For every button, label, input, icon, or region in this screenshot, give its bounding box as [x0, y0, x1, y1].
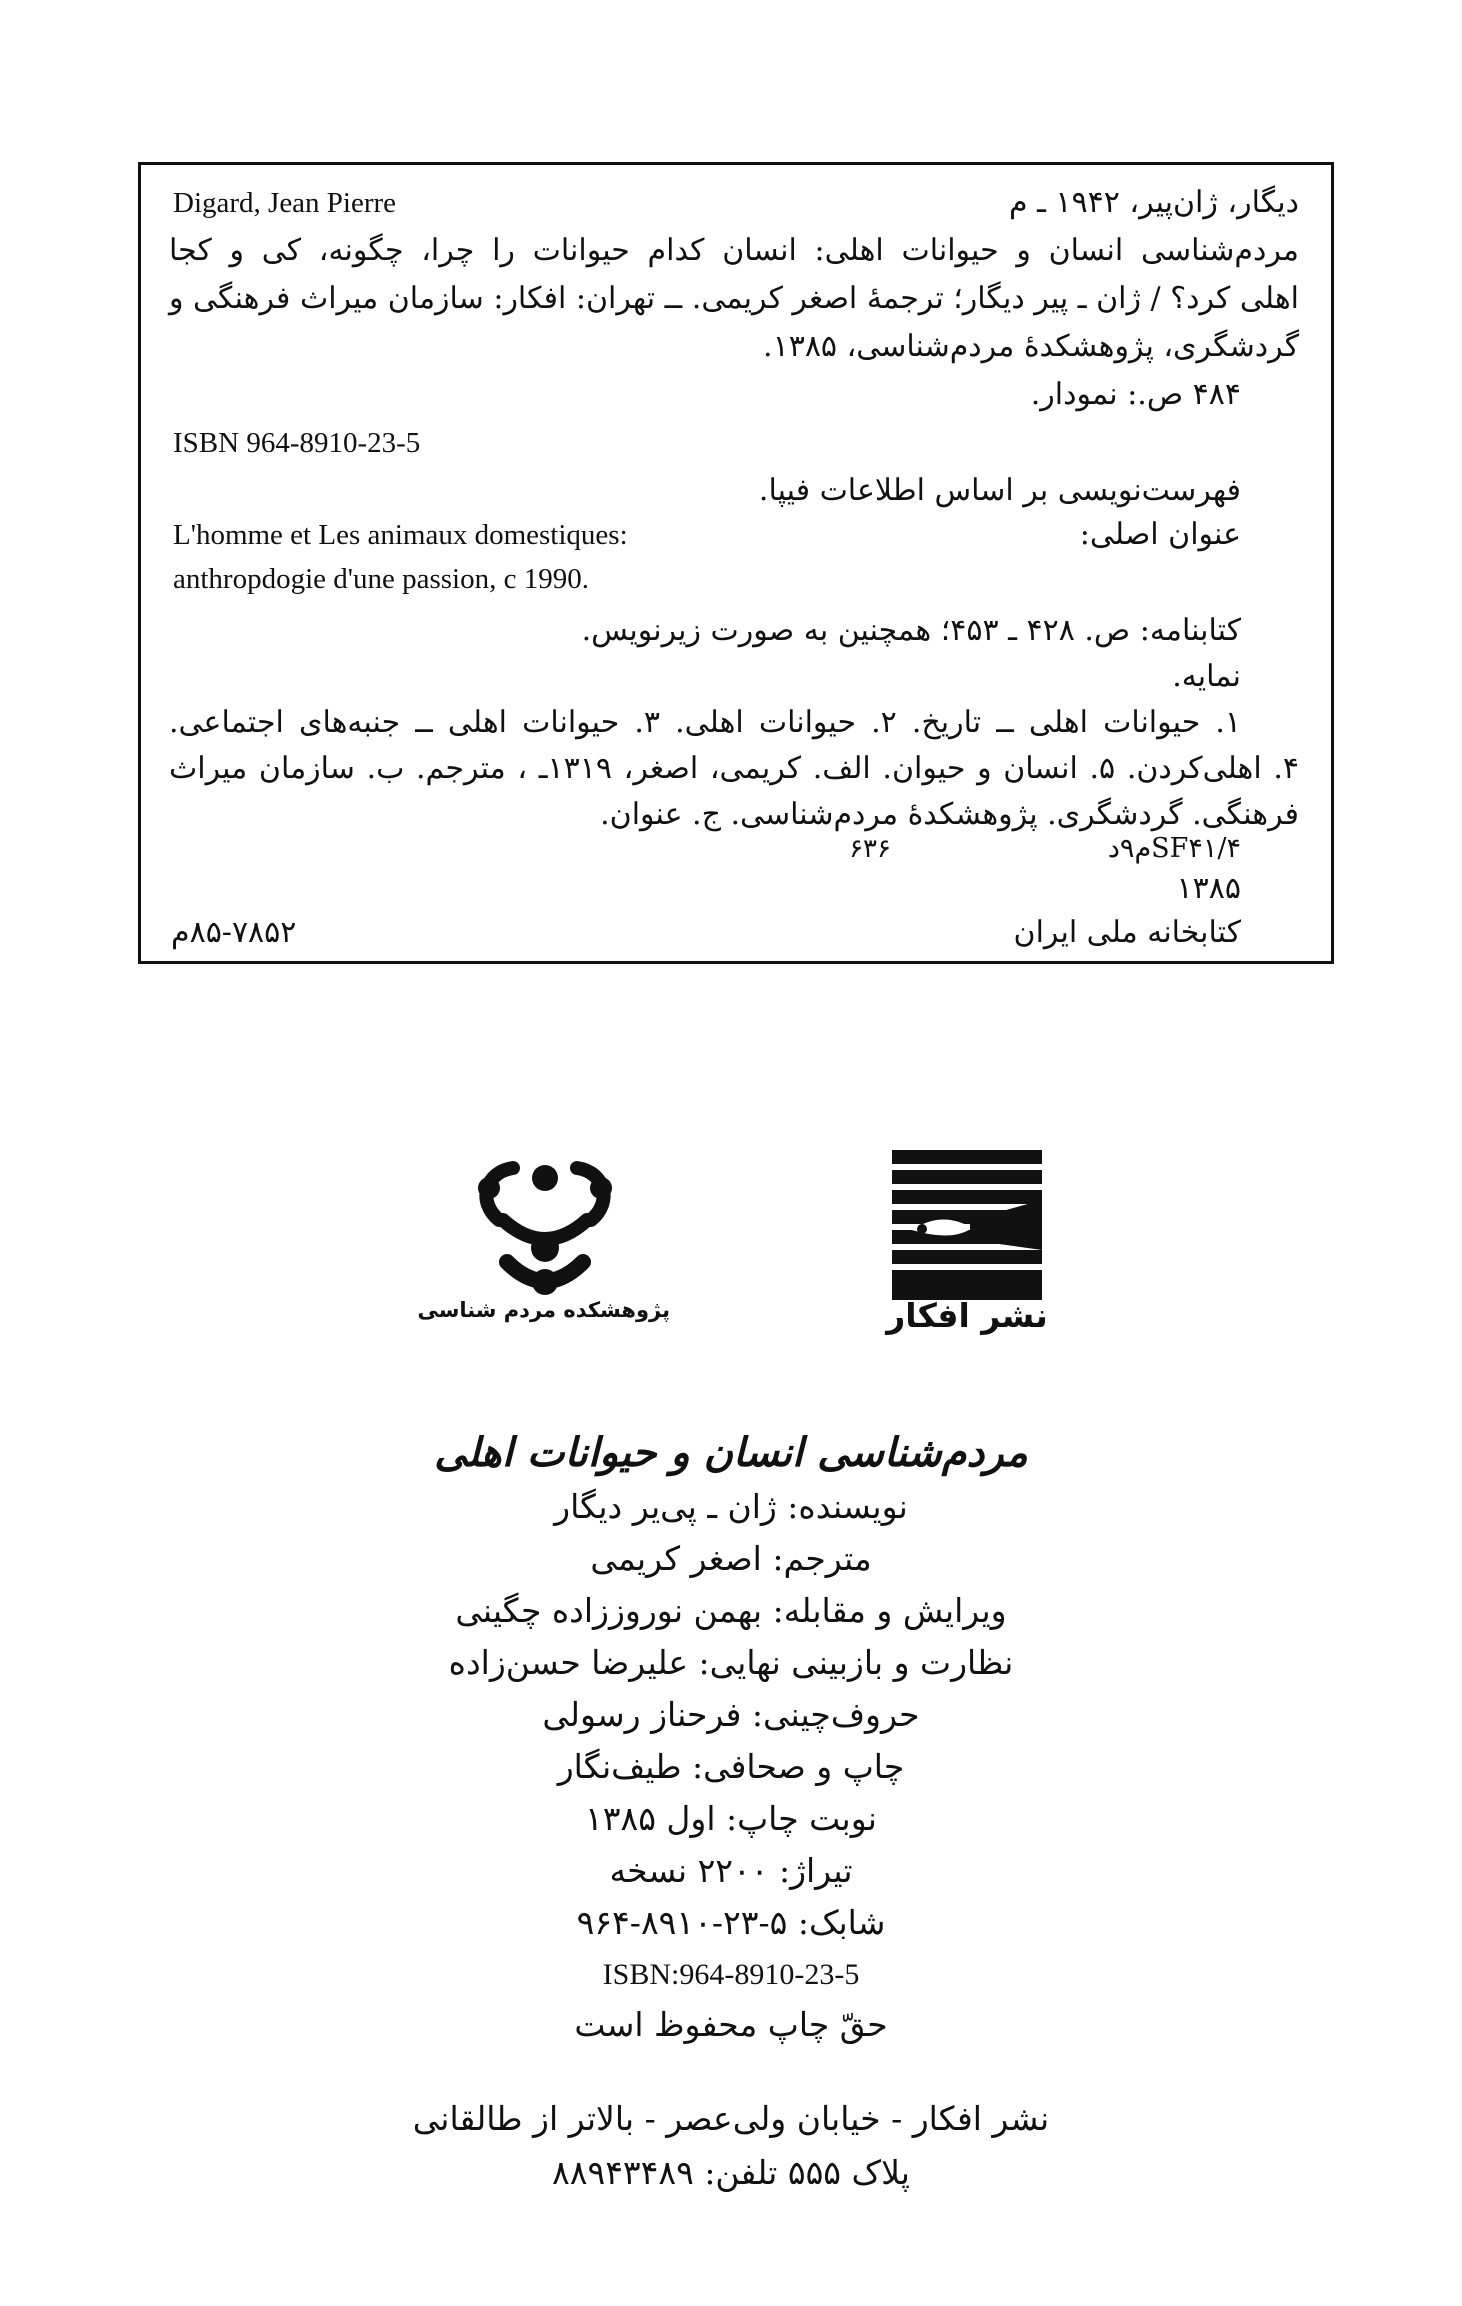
- book-title: مردم‌شناسی انسان و حیوانات اهلی: [434, 1429, 1028, 1476]
- imprint-typesetting: حروف‌چینی: فرحناز رسولی: [542, 1695, 920, 1734]
- cip-title-line-2: اهلی کرد؟ / ژان ـ پیر دیگار؛ ترجمهٔ اصغر کریمی. ــ تهران: افکار: سازمان میراث فرهنگی و: [169, 281, 1299, 316]
- cip-fipa-note: فهرست‌نویسی بر اساس اطلاعات فیپا.: [758, 473, 1241, 508]
- imprint-edition: نوبت چاپ: اول ۱۳۸۵: [585, 1799, 877, 1838]
- cip-year: ۱۳۸۵: [1176, 871, 1241, 906]
- publisher-caption: نشر افکار: [886, 1296, 1048, 1335]
- cip-bibliography-note: کتابنامه: ص. ۴۲۸ ـ ۴۵۳؛ همچنین به صورت زیرنویس.: [581, 613, 1241, 648]
- cip-library: کتابخانه ملی ایران: [1013, 915, 1241, 950]
- cip-original-title-1: L'homme et Les animaux domestiques:: [173, 519, 628, 551]
- cip-dewey: ۶۳۶: [849, 834, 891, 864]
- cip-original-title-2: anthropdogie d'une passion, c 1990.: [173, 563, 589, 595]
- cip-subjects-line-1: ۱. حیوانات اهلی ــ تاریخ. ۲. حیوانات اهلی. ۳. حیوانات اهلی ــ جنبه‌های اجتماعی.: [169, 705, 1241, 740]
- imprint-printing: چاپ و صحافی: طیف‌نگار: [557, 1747, 905, 1786]
- institute-logo-icon: [455, 1150, 635, 1300]
- imprint-circulation: تیراژ: ۲۲۰۰ نسخه: [609, 1851, 853, 1890]
- imprint-author: نویسنده: ژان ـ پی‌یر دیگار: [554, 1487, 908, 1526]
- cip-subjects-line-3: فرهنگی. گردشگری. پژوهشکدهٔ مردم‌شناسی. ج. عنوان.: [600, 797, 1299, 832]
- cip-lc-class: SF۴۱/۴م۹د: [1107, 833, 1241, 864]
- cip-title-line-1: مردم‌شناسی انسان و حیوانات اهلی: انسان کدام حیوانات را چرا، چگونه، کی و کجا: [169, 233, 1299, 268]
- cip-original-title-label: عنوان اصلی:: [1079, 517, 1241, 552]
- cip-title-line-3: گردشگری، پژوهشکدهٔ مردم‌شناسی، ۱۳۸۵.: [763, 329, 1299, 364]
- cip-record-box: [138, 162, 1334, 964]
- cip-isbn: ISBN 964-8910-23-5: [173, 427, 421, 459]
- publisher-address: نشر افکار - خیابان ولی‌عصر - بالاتر از طالقانی: [412, 2099, 1050, 2138]
- imprint-translator: مترجم: اصغر کریمی: [590, 1539, 872, 1578]
- cip-subjects-line-2: ۴. اهلی‌کردن. ۵. انسان و حیوان. الف. کریمی، اصغر، ۱۳۱۹ـ ، مترجم. ب. سازمان میراث: [169, 751, 1299, 786]
- imprint-rights: حقّ چاپ محفوظ است: [574, 2005, 888, 2044]
- imprint-supervisor: نظارت و بازبینی نهایی: علیرضا حسن‌زاده: [448, 1643, 1014, 1682]
- imprint-shabak: شابک: ۵-۲۳-۸۹۱۰-۹۶۴: [576, 1903, 886, 1942]
- imprint-isbn: ISBN:964-8910-23-5: [602, 1958, 860, 1991]
- publisher-logo-icon: [892, 1150, 1042, 1300]
- cip-author-latin: Digard, Jean Pierre: [173, 187, 397, 219]
- cip-index-note: نمایه.: [1172, 659, 1241, 694]
- cip-author-persian: دیگار، ژان‌پیر، ۱۹۴۲ ـ م: [1008, 185, 1299, 220]
- cip-record-number: ۸۵-۷۸۵۲م: [171, 915, 297, 950]
- publisher-phone: پلاک ۵۵۵ تلفن: ۸۸۹۴۳۴۸۹: [552, 2153, 910, 2192]
- cip-pages: ۴۸۴ ص.: نمودار.: [1030, 377, 1241, 412]
- institute-caption: پژوهشکده مردم شناسی: [417, 1298, 670, 1322]
- imprint-editor: ویرایش و مقابله: بهمن نوروززاده چگینی: [455, 1591, 1007, 1630]
